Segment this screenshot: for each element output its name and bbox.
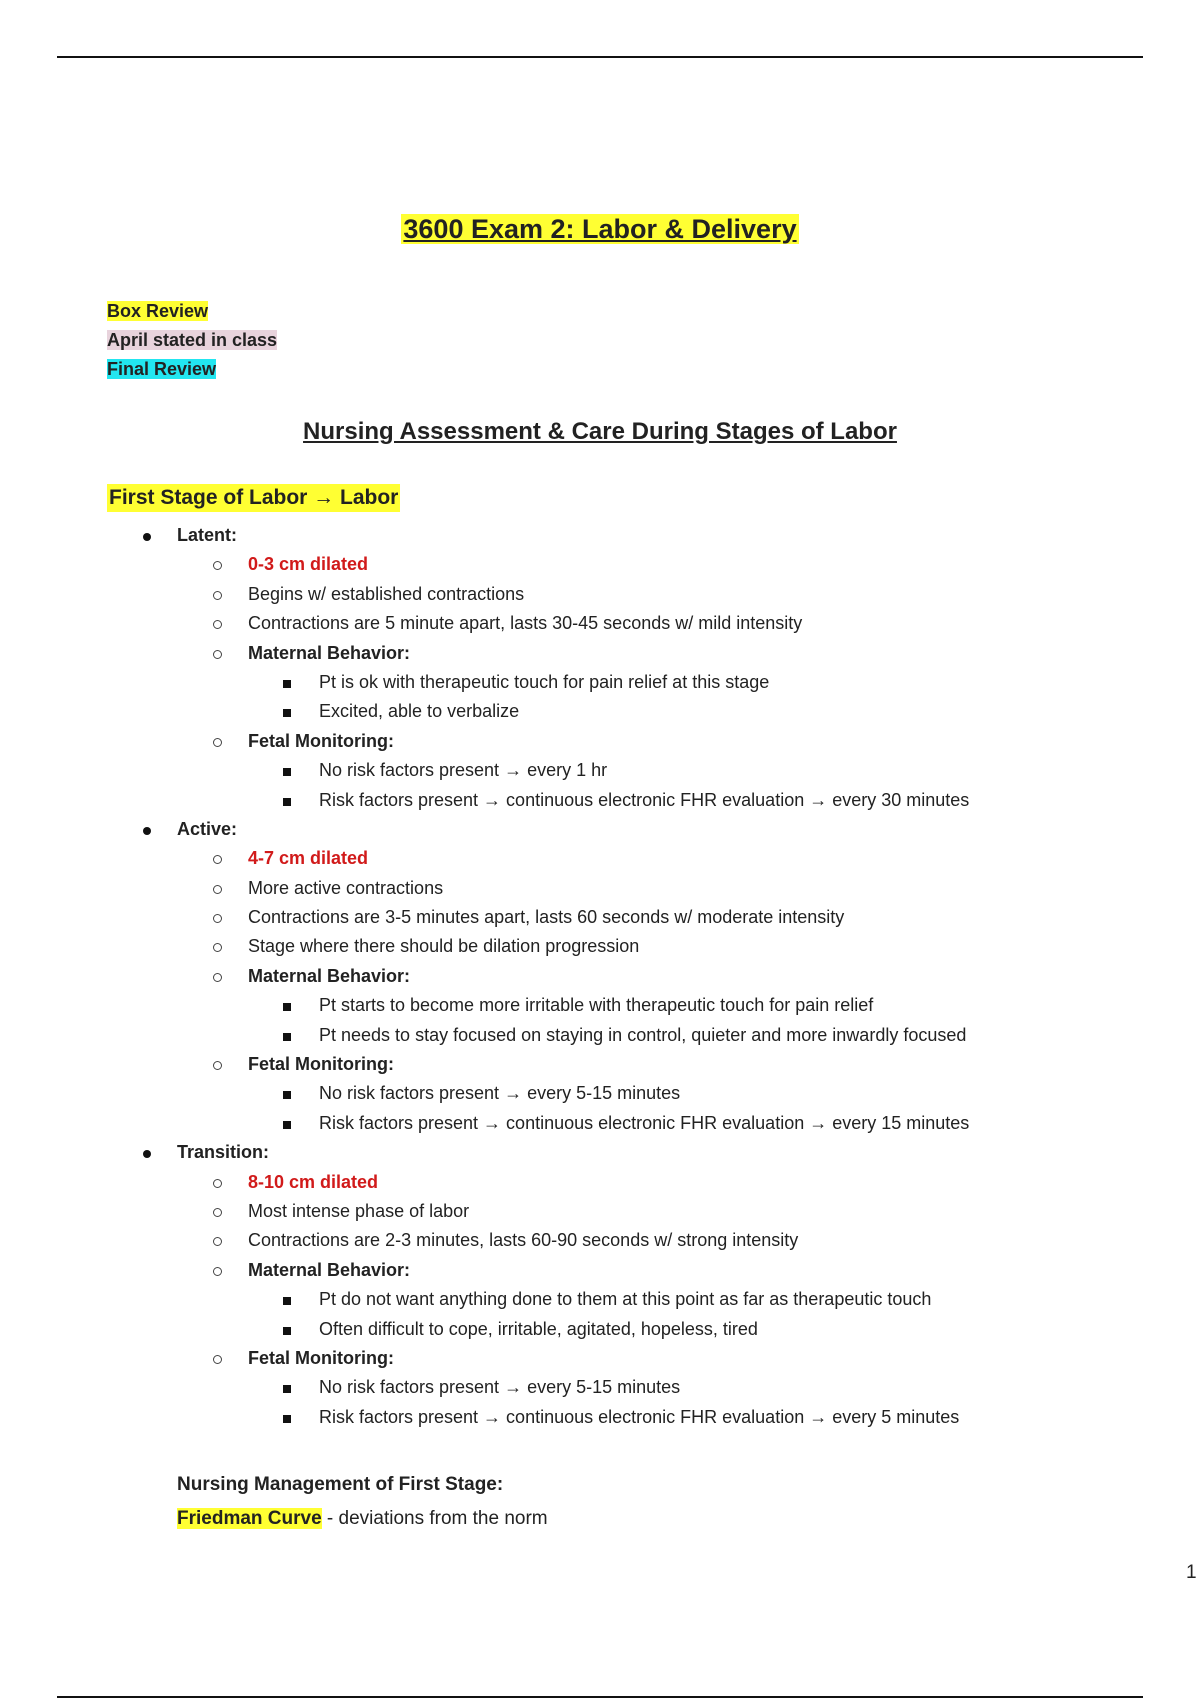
outline-item (0, 550, 1200, 579)
outline-item (0, 521, 1200, 550)
outline-item-text: Pt needs to stay focused on staying in control, quieter and more inwardly focused (319, 1024, 967, 1045)
bullet-square-icon (283, 1403, 291, 1432)
outline-item-text: Fetal Monitoring: (248, 1054, 394, 1075)
legend-april-stated: April stated in class (107, 330, 278, 350)
bullet-square-icon (283, 1021, 291, 1050)
outline-item-text: Latent: (177, 525, 237, 545)
bullet-circle-icon (213, 609, 222, 638)
outline-item (0, 1285, 1200, 1314)
outline-item-text: Pt starts to become more irritable with therapeutic touch for pain relief (319, 995, 874, 1016)
outline-item (0, 1109, 1200, 1138)
outline-item-text: Contractions are 2-3 minutes, lasts 60-90 seconds w/ strong intensity (248, 1230, 799, 1251)
outline-item-text: More active contractions (248, 877, 444, 898)
bullet-square-icon (283, 991, 291, 1020)
outline-item-text: No risk factors present → every 1 hr (319, 760, 608, 781)
outline-item (0, 1168, 1200, 1197)
outline-item-text: 8-10 cm dilated (248, 1171, 379, 1192)
outline-item (0, 991, 1200, 1020)
bullet-circle-icon (213, 1256, 222, 1285)
outline-item (0, 1138, 1200, 1167)
outline-item-text: No risk factors present → every 5-15 minutes (319, 1377, 681, 1398)
bullet-circle-icon (213, 1197, 222, 1226)
outline-item (0, 727, 1200, 756)
outline-item-text: No risk factors present → every 5-15 minutes (319, 1083, 681, 1104)
outline-item (0, 668, 1200, 697)
outline-item (0, 874, 1200, 903)
outline-item-text: Fetal Monitoring: (248, 730, 394, 751)
outline-item-text: Maternal Behavior: (248, 642, 411, 663)
bullet-circle-icon (213, 580, 222, 609)
outline-item-text: Excited, able to verbalize (319, 701, 520, 722)
legend-box-review: Box Review (107, 301, 209, 321)
bullet-circle-icon (213, 727, 222, 756)
outline-item-text: Risk factors present → continuous electronic FHR evaluation → every 30 minutes (319, 789, 970, 810)
bullet-dot-icon (143, 1138, 151, 1167)
outline-item-text: Most intense phase of labor (248, 1200, 470, 1221)
bullet-circle-icon (213, 550, 222, 579)
outline-item-text: Risk factors present → continuous electronic FHR evaluation → every 15 minutes (319, 1112, 970, 1133)
outline-item (0, 1256, 1200, 1285)
bullet-square-icon (283, 1315, 291, 1344)
highlight-legend (107, 298, 277, 385)
outline-item (0, 580, 1200, 609)
bullet-square-icon (283, 668, 291, 697)
outline-item (0, 1344, 1200, 1373)
bullet-circle-icon (213, 962, 222, 991)
outline-item-text: Pt is ok with therapeutic touch for pain relief at this stage (319, 671, 770, 692)
outline-item (0, 815, 1200, 844)
outline-item (0, 1197, 1200, 1226)
bullet-circle-icon (213, 639, 222, 668)
outline-item (0, 1079, 1200, 1108)
bullet-square-icon (283, 1079, 291, 1108)
outline-item (0, 639, 1200, 668)
outline-item-text: Fetal Monitoring: (248, 1347, 394, 1368)
document-title (0, 214, 1200, 245)
friedman-curve-description: - deviations from the norm (321, 1508, 548, 1529)
outline-item (0, 903, 1200, 932)
bullet-square-icon (283, 786, 291, 815)
outline-item-text: Maternal Behavior: (248, 965, 411, 986)
outline-item (0, 697, 1200, 726)
bullet-circle-icon (213, 1344, 222, 1373)
bullet-circle-icon (213, 932, 222, 961)
bullet-square-icon (283, 1109, 291, 1138)
bottom-rule (57, 1696, 1143, 1698)
friedman-curve-term: Friedman Curve (177, 1508, 322, 1529)
outline-item-text: Contractions are 3-5 minutes apart, lasts 60 seconds w/ moderate intensity (248, 907, 845, 928)
outline-item (0, 1373, 1200, 1402)
outline-item-text: Pt do not want anything done to them at this point as far as therapeutic touch (319, 1289, 932, 1310)
bullet-square-icon (283, 1285, 291, 1314)
outline-item (0, 962, 1200, 991)
outline-item-text: Maternal Behavior: (248, 1259, 411, 1280)
bullet-circle-icon (213, 844, 222, 873)
bullet-square-icon (283, 1373, 291, 1402)
legend-final-review: Final Review (107, 359, 217, 379)
bullet-circle-icon (213, 903, 222, 932)
outline-item-text: 0-3 cm dilated (248, 554, 369, 575)
bullet-square-icon (283, 697, 291, 726)
document-title-text: 3600 Exam 2: Labor & Delivery (403, 214, 797, 244)
bullet-square-icon (283, 756, 291, 785)
nursing-management-heading: Nursing Management of First Stage: (177, 1474, 504, 1495)
outline-item (0, 1050, 1200, 1079)
labor-stage-outline (0, 521, 1200, 1432)
first-stage-heading: First Stage of Labor → Labor (107, 484, 400, 512)
outline-item (0, 1315, 1200, 1344)
outline-item (0, 756, 1200, 785)
top-rule (57, 56, 1143, 58)
page-number: 1 (1186, 1562, 1197, 1583)
outline-item (0, 1403, 1200, 1432)
outline-item-text: Often difficult to cope, irritable, agitated, hopeless, tired (319, 1318, 758, 1339)
bullet-circle-icon (213, 1226, 222, 1255)
outline-item (0, 786, 1200, 815)
outline-item (0, 1021, 1200, 1050)
bullet-dot-icon (143, 815, 151, 844)
outline-item-text: Transition: (177, 1142, 270, 1163)
outline-item-text: Stage where there should be dilation progression (248, 936, 640, 957)
section-heading: Nursing Assessment & Care During Stages of Labor (303, 418, 897, 445)
outline-item-text: Risk factors present → continuous electronic FHR evaluation → every 5 minutes (319, 1406, 960, 1427)
outline-item (0, 1226, 1200, 1255)
bullet-circle-icon (213, 1050, 222, 1079)
bullet-circle-icon (213, 1168, 222, 1197)
outline-item-text: 4-7 cm dilated (248, 848, 369, 869)
bullet-dot-icon (143, 521, 151, 550)
outline-item (0, 609, 1200, 638)
outline-item (0, 844, 1200, 873)
outline-item-text: Active: (177, 818, 238, 839)
friedman-curve-line (177, 1508, 548, 1530)
outline-item-text: Begins w/ established contractions (248, 583, 525, 604)
bullet-circle-icon (213, 874, 222, 903)
outline-item-text: Contractions are 5 minute apart, lasts 30-45 seconds w/ mild intensity (248, 613, 803, 634)
outline-item (0, 932, 1200, 961)
